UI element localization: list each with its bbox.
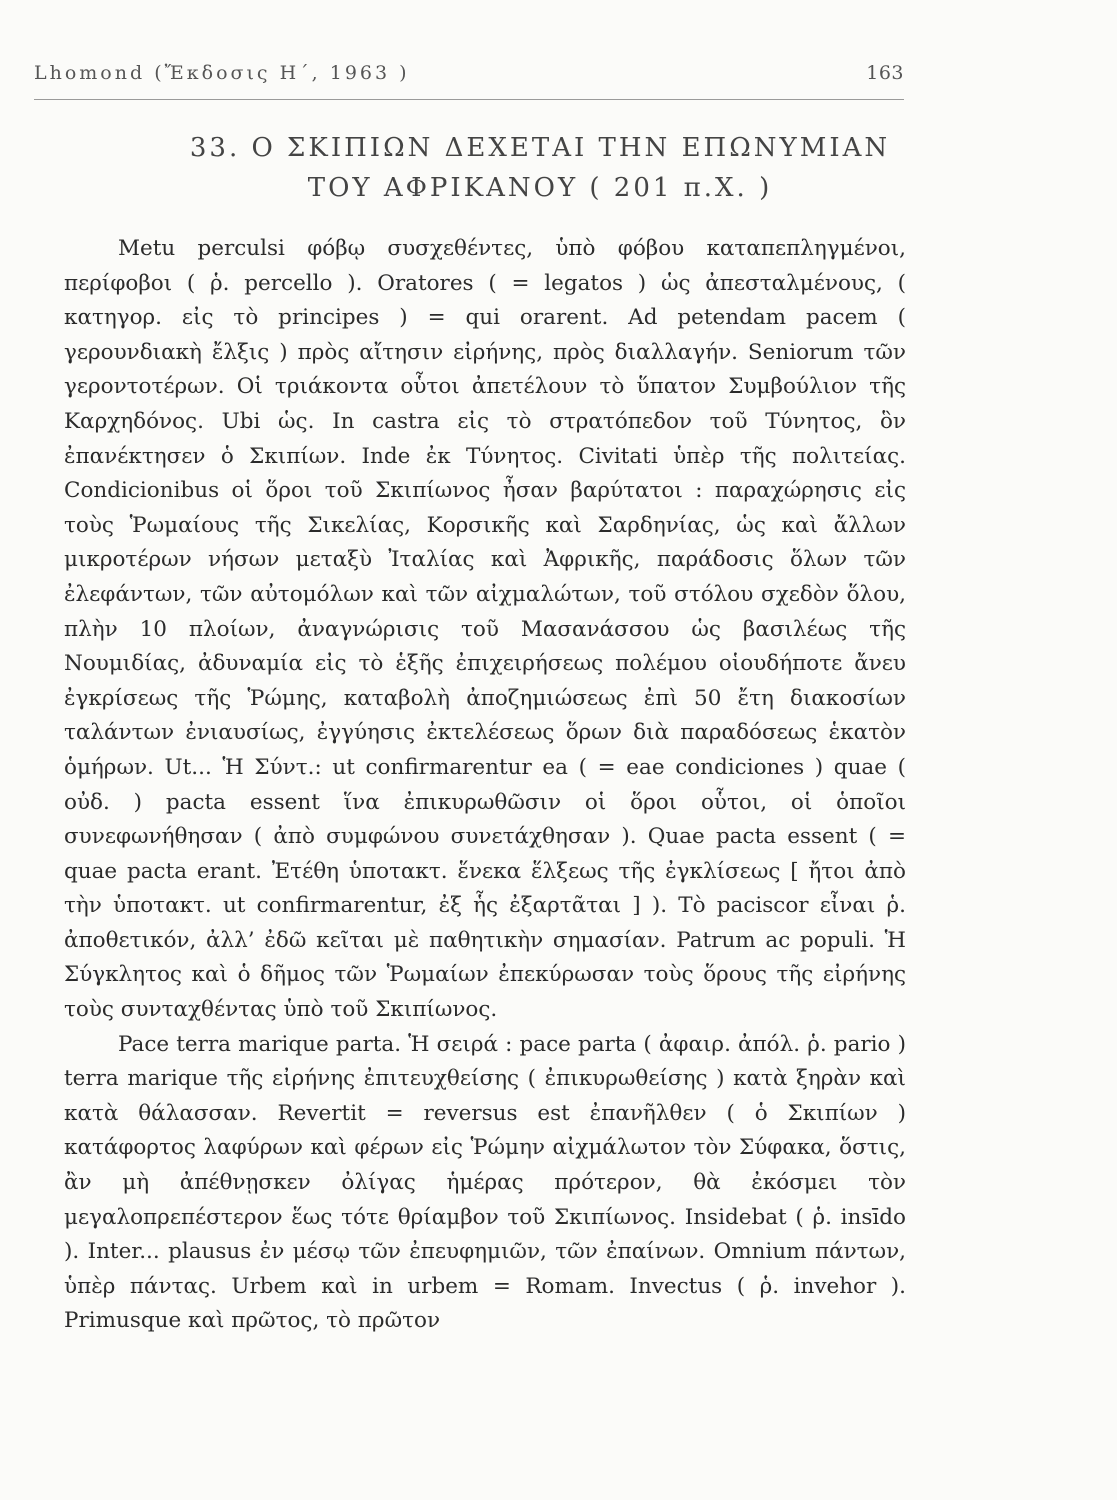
running-head [34,62,904,84]
page-number: 163 [866,62,904,84]
commentary-body [64,232,906,1339]
paragraph-2: Pace terra marique parta. Ἡ σειρά : pace parta ( ἀφαιρ. ἀπόλ. ῥ. pario ) terra marique τῆς εἰρήνης ἐπιτευχθείσης ( ἐπικυρωθείσης ) κατὰ ξηρὰν καὶ κατὰ θάλασσαν. Revertit = reversus est ἐπανῆλθεν ( ὁ Σκιπίων ) κατάφορτος λαφύρων καὶ φέρων εἰς Ῥώμην αἰχμάλωτον τὸν Σύφακα, ὅστις, ἂν μὴ ἀπέθνῃσκεν ὀλίγας ἡμέρας πρότερον, θὰ ἐκόσμει τὸν μεγαλοπρεπέστερον ἕως τότε θρίαμβον τοῦ Σκιπίωνος. Insidebat ( ῥ. insīdo ). Inter... plausus ἐν μέσῳ τῶν ἐπευφημιῶν, τῶν ἐπαίνων. Omnium πάντων, ὑπὲρ πάντας. Urbem καὶ in urbem = Romam. Invectus ( ῥ. invehor ). Primusque καὶ πρῶτος, τὸ πρῶτον [64,1031,906,1334]
source-citation: Lhomond (Ἔκδοσις Η΄, 1963 ) [34,62,410,84]
chapter-title-line-2: ΤΟΥ ΑΦΡΙΚΑΝΟΥ ( 201 π.Χ. ) [307,173,773,203]
paragraph-1: Metu perculsi φόβῳ συσχεθέντες, ὑπὸ φόβου καταπεπληγμένοι, περίφοβοι ( ῥ. percello ). Oratores ( = legatos ) ὡς ἀπεσταλμένους, ( κατηγορ. εἰς τὸ principes ) = qui orarent. Ad petendam pacem ( γερουνδιακὴ ἔλξις ) πρὸς αἴτησιν εἰρήνης, πρὸς διαλλαγήν. Seniorum τῶν γεροντοτέρων. Οἱ τριάκοντα οὗτοι ἀπετέλουν τὸ ὕπατον Συμβούλιον τῆς Καρχηδόνος. Ubi ὡς. In castra εἰς τὸ στρατόπεδον τοῦ Τύνητος, ὃν ἐπανέκτησεν ὁ Σκιπίων. Inde ἐκ Τύνητος. Civitati ὑπὲρ τῆς πολιτείας. Condicionibus οἱ ὅροι τοῦ Σκιπίωνος ἦσαν βαρύτατοι : παραχώρησις εἰς τοὺς Ῥωμαίους τῆς Σικελίας, Κορσικῆς καὶ Σαρδηνίας, ὡς καὶ ἄλλων μικροτέρων νήσων μεταξὺ Ἰταλίας καὶ Ἀφρικῆς, παράδοσις ὅλων τῶν ἐλεφάντων, τῶν αὐτομόλων καὶ τῶν αἰχμαλώτων, τοῦ στόλου σχεδὸν ὅλου, πλὴν 10 πλοίων, ἀναγνώρισις τοῦ Μασανάσσου ὡς βασιλέως τῆς Νουμιδίας, ἀδυναμία εἰς τὸ ἑξῆς ἐπιχειρήσεως πολέμου οἱουδήποτε ἄνευ ἐγκρίσεως τῆς Ῥώμης, καταβολὴ ἀποζημιώσεως ἐπὶ 50 ἔτη διακοσίων ταλάντων ἐνιαυσίως, ἐγγύησις ἐκτελέσεως ὅρων διὰ παραδόσεως ἑκατὸν ὁμήρων. Ut... Ἡ Σύντ.: ut confirmarentur ea ( = eae condiciones ) quae ( οὐδ. ) pacta essent ἵνα ἐπικυρωθῶσιν οἱ ὅροι οὗτοι, οἱ ὁποῖοι συνεφωνήθησαν ( ἀπὸ συμφώνου συνετάχθησαν ). Quae pacta essent ( = quae pacta erant. Ἐτέθη ὑποτακτ. ἕνεκα ἕλξεως τῆς ἐγκλίσεως [ ἤτοι ἀπὸ τὴν ὑποτακτ. ut confirmarentur, ἐξ ἧς ἐξαρτᾶται ] ). Τὸ paciscor εἶναι ῥ. ἀποθετικόν, ἀλλ’ ἐδῶ κεῖται μὲ παθητικὴν σημασίαν. Patrum ac populi. Ἡ Σύγκλητος καὶ ὁ δῆμος τῶν Ῥωμαίων ἐπεκύρωσαν τοὺς ὅρους τῆς εἰρήνης τοὺς συνταχθέντας ὑπὸ τοῦ Σκιπίωνος. [64,236,906,1023]
header-rule [34,99,904,100]
chapter-title [60,128,1020,208]
chapter-title-line-1: 33. Ο ΣΚΙΠΙΩΝ ΔΕΧΕΤΑΙ ΤΗΝ ΕΠΩΝΥΜΙΑΝ [189,133,891,163]
